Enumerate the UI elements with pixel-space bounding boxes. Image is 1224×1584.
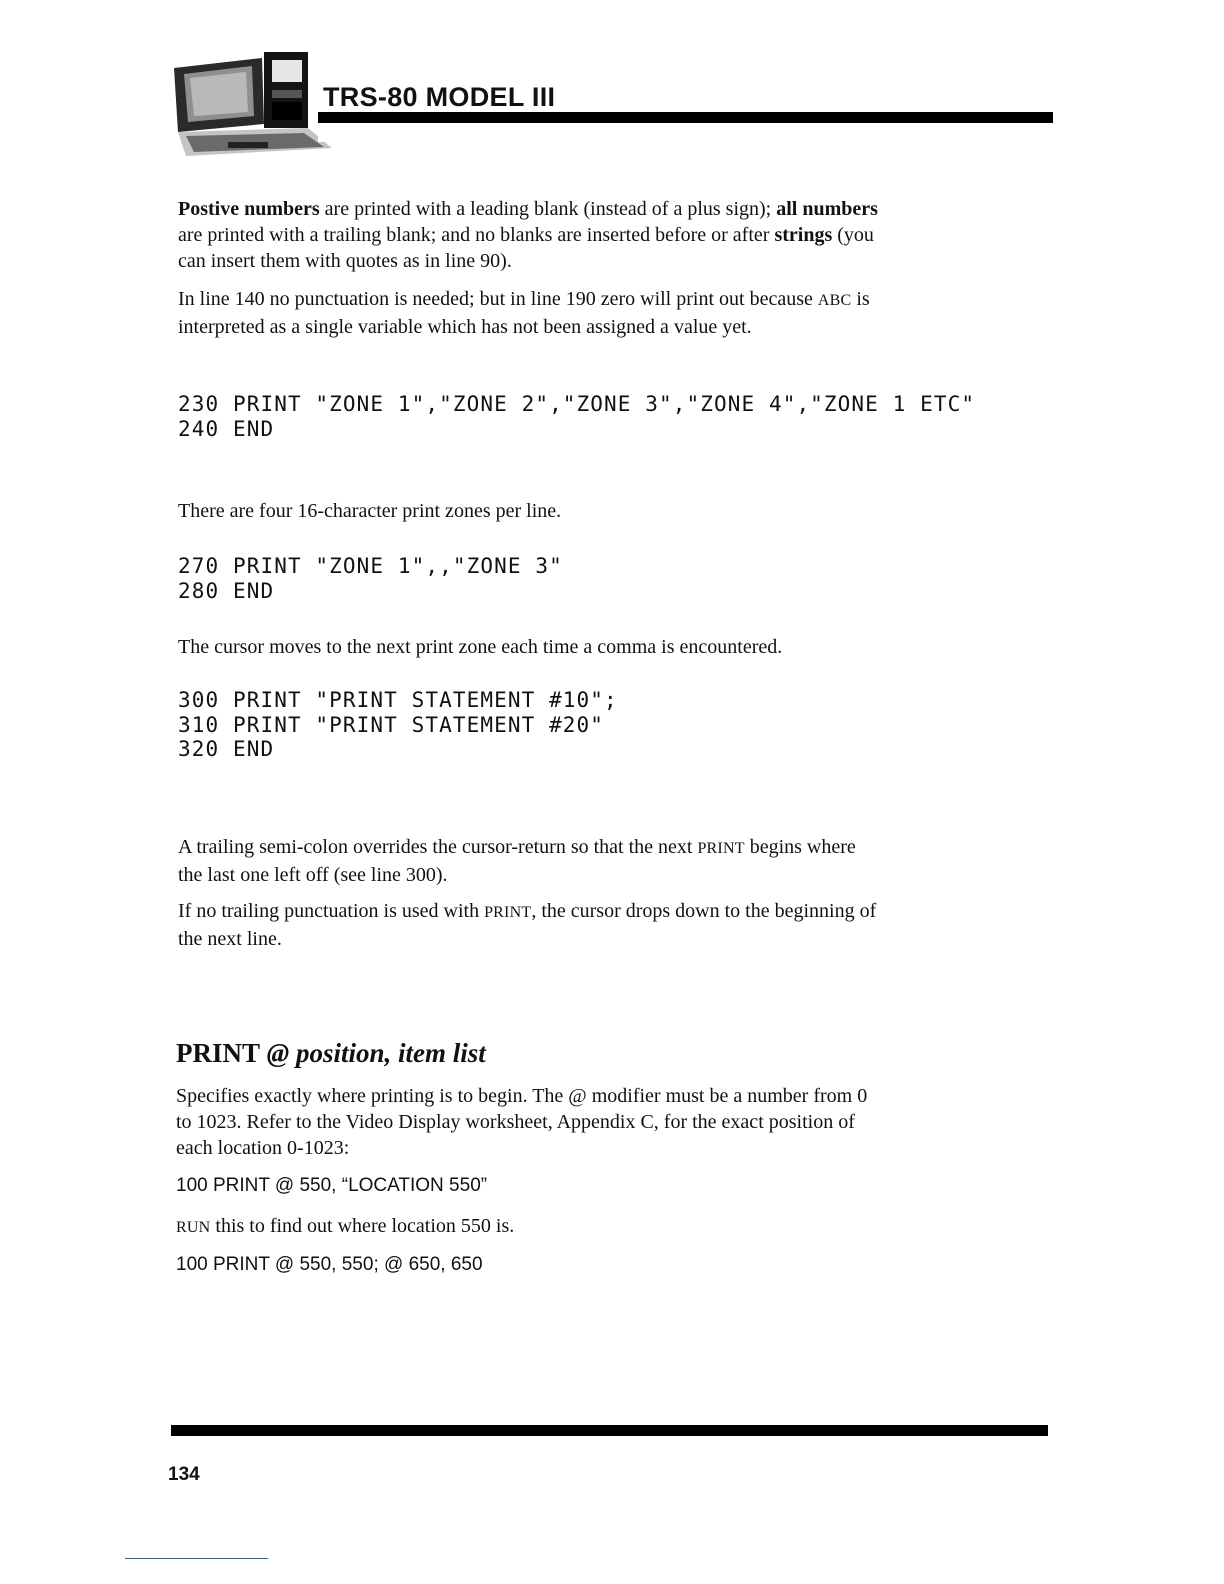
section-description: Specifies exactly where printing is to begin. The @ modifier must be a number from 0 to 1023. Refer to the Video Display worksheet, Appendix C, for the exact position of each location 0-1023: [176, 1085, 868, 1159]
paragraph-trailing-semicolon: A trailing semi-colon overrides the cursor-return so that the next PRINT begins where the last one left off (see line 300). [178, 836, 856, 886]
paragraph-punctuation: In line 140 no punctuation is needed; but in line 190 zero will print out because ABC is interpreted as a single variable which has not been assigned a value yet. [178, 288, 870, 338]
bold-term: all numbers [776, 198, 878, 220]
paragraph-print-zones: There are four 16-character print zones per line. [178, 500, 562, 522]
code-line: 230 PRINT "ZONE 1","ZONE 2","ZONE 3","ZONE 4","ZONE 1 ETC" [178, 392, 976, 416]
small-caps-keyword: PRINT [484, 904, 532, 921]
code-block [178, 554, 563, 603]
header-rule [318, 112, 1053, 123]
bold-term: Postive numbers [178, 198, 320, 220]
code-line: 310 PRINT "PRINT STATEMENT #20" [178, 712, 605, 737]
trs-80-computer-icon [168, 48, 336, 160]
page-number: 134 [168, 1464, 200, 1485]
code-line: 300 PRINT "PRINT STATEMENT #10"; [178, 688, 618, 712]
code-line: 270 PRINT "ZONE 1",,"ZONE 3" [178, 554, 563, 578]
paragraph-positive-numbers: Postive numbers are printed with a leading blank (instead of a plus sign); all numbers are printed with a trailing blank; and no blanks are inserted before or after strings (you can insert them with quotes as in line 90). [178, 198, 878, 272]
small-caps-keyword: PRINT [697, 840, 745, 857]
footer-rule [171, 1425, 1048, 1436]
small-caps-keyword: ABC [817, 292, 852, 309]
run-instruction: RUN this to find out where location 550 is. [176, 1215, 515, 1237]
bold-term: strings [774, 224, 833, 246]
small-caps-keyword: RUN [176, 1219, 211, 1236]
example-line: 100 PRINT @ 550, 550; @ 650, 650 [176, 1254, 483, 1275]
code-block [178, 392, 975, 441]
paragraph-cursor-comma: The cursor moves to the next print zone each time a comma is encountered. [178, 636, 783, 658]
section-heading: PRINT @ position, item list [176, 1038, 486, 1068]
code-line: 320 END [178, 737, 275, 761]
code-line: 280 END [178, 578, 275, 603]
code-block [178, 688, 618, 762]
paragraph-no-punctuation: If no trailing punctuation is used with PRINT, the cursor drops down to the beginning of the next line. [178, 900, 877, 950]
footer-link-underline [125, 1558, 268, 1559]
code-line: 240 END [178, 416, 275, 441]
example-line: 100 PRINT @ 550, “LOCATION 550” [176, 1175, 488, 1196]
page-header-title: TRS-80 MODEL III [323, 82, 556, 112]
